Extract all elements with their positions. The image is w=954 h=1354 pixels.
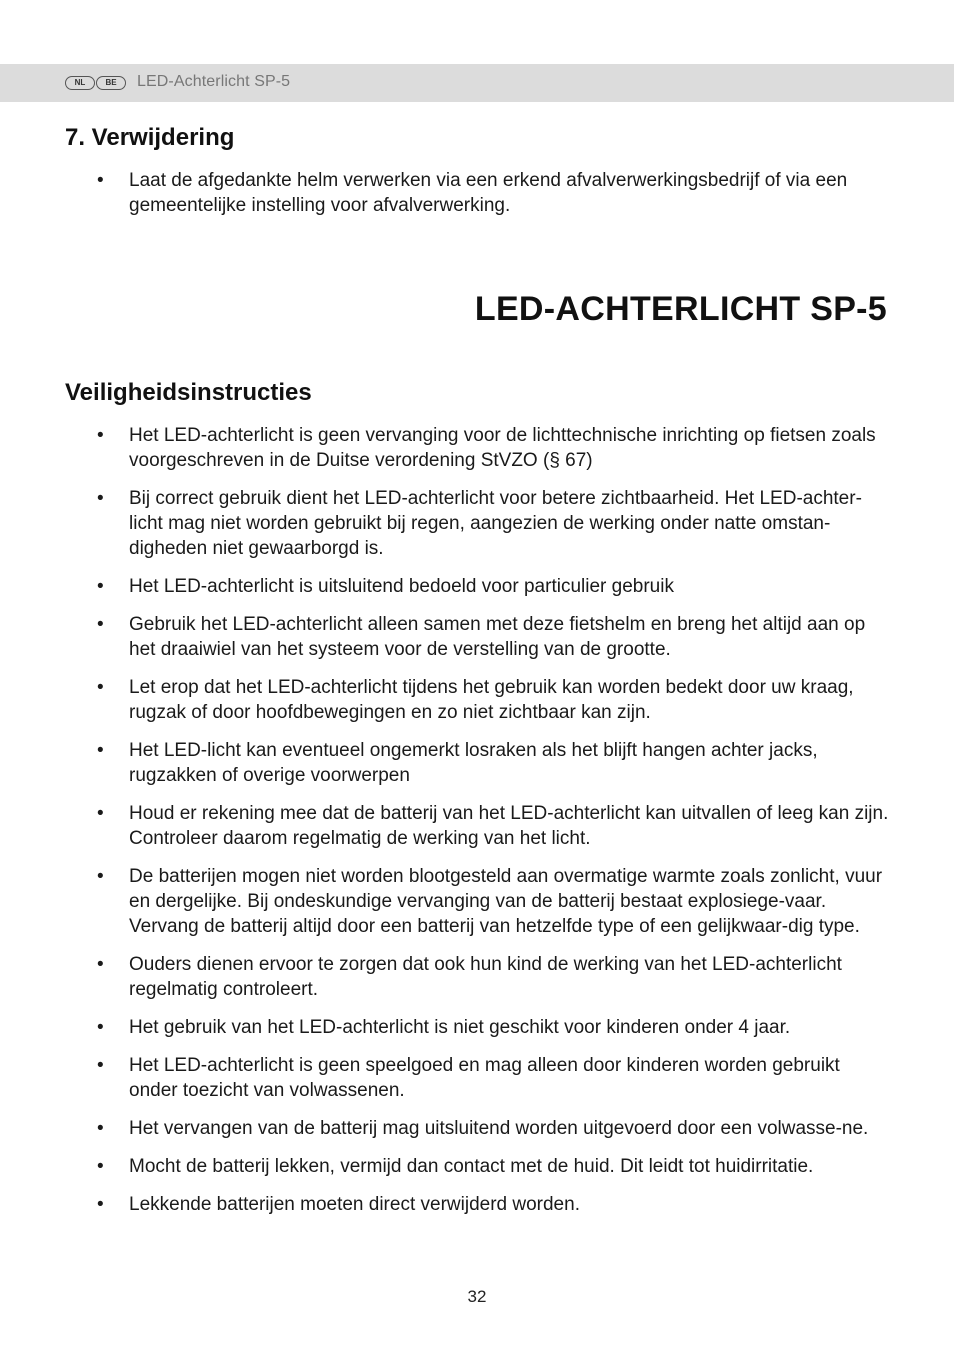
safety-list — [0, 423, 954, 1217]
list-item: • Het LED-achterlicht is geen vervanging voor de lichttechnische inrichting op fietsen zoals voorgeschreven in de Duitse verordening StVZO (§ 67) — [0, 423, 954, 473]
list-item: • Houd er rekening mee dat de batterij van het LED-achterlicht kan uitvallen of leeg kan zijn. Controleer daarom regelmatig de werking van het licht. — [0, 801, 954, 851]
list-item: • Het LED-achterlicht is geen speelgoed en mag alleen door kinderen worden gebruikt onder toezicht van volwassenen. — [0, 1053, 954, 1103]
list-item: • Het gebruik van het LED-achterlicht is niet geschikt voor kinderen onder 4 jaar. — [0, 1015, 954, 1040]
language-badge-be: BE — [96, 76, 126, 90]
list-item: • Ouders dienen ervoor te zorgen dat ook hun kind de werking van het LED-achterlicht regelmatig controleert. — [0, 952, 954, 1002]
list-item: • Lekkende batterijen moeten direct verwijderd worden. — [0, 1192, 954, 1217]
language-badge-nl: NL — [65, 76, 95, 90]
list-item: • De batterijen mogen niet worden blootgesteld aan overmatige warmte zoals zonlicht, vuur en dergelijke. Bij ondeskundige vervanging van de batterij bestaat explosiege-vaar. Vervang de batterij altijd door een batterij van hetzelfde type of een gelijkwaar-dig type. — [0, 864, 954, 939]
running-header-title: LED-Achterlicht SP-5 — [137, 73, 291, 90]
section-heading-verwijdering: 7. Verwijdering — [65, 124, 235, 151]
list-item: • Het LED-licht kan eventueel ongemerkt losraken als het blijft hangen achter jacks, rugzakken of overige voorwerpen — [0, 738, 954, 788]
language-badges — [65, 76, 126, 90]
list-item: • Let erop dat het LED-achterlicht tijdens het gebruik kan worden bedekt door uw kraag, rugzak of door hoofdbewegingen en zo niet zichtbaar kan zijn. — [0, 675, 954, 725]
list-item: • Bij correct gebruik dient het LED-achterlicht voor betere zichtbaarheid. Het LED-achter-licht mag niet worden gebruikt bij regen, aangezien de werking onder natte omstan-digheden niet gewaarborgd is. — [0, 486, 954, 561]
list-item: • Mocht de batterij lekken, vermijd dan contact met de huid. Dit leidt tot huidirritatie. — [0, 1154, 954, 1179]
list-item: • Het vervangen van de batterij mag uitsluitend worden uitgevoerd door een volwasse-ne. — [0, 1116, 954, 1141]
page-title: LED-ACHTERLICHT SP-5 — [474, 290, 887, 328]
section-heading-safety: Veiligheidsinstructies — [65, 379, 312, 406]
disposal-list — [0, 168, 954, 218]
page-number: 32 — [467, 1287, 487, 1306]
list-item: • Gebruik het LED-achterlicht alleen samen met deze fietshelm en breng het altijd aan op het draaiwiel van het systeem voor de verstelling van de grootte. — [0, 612, 954, 662]
list-item: • Laat de afgedankte helm verwerken via een erkend afvalverwerkingsbedrijf of via een gemeentelijke instelling voor afvalverwerking. — [0, 168, 954, 218]
list-item: • Het LED-achterlicht is uitsluitend bedoeld voor particulier gebruik — [0, 574, 954, 599]
